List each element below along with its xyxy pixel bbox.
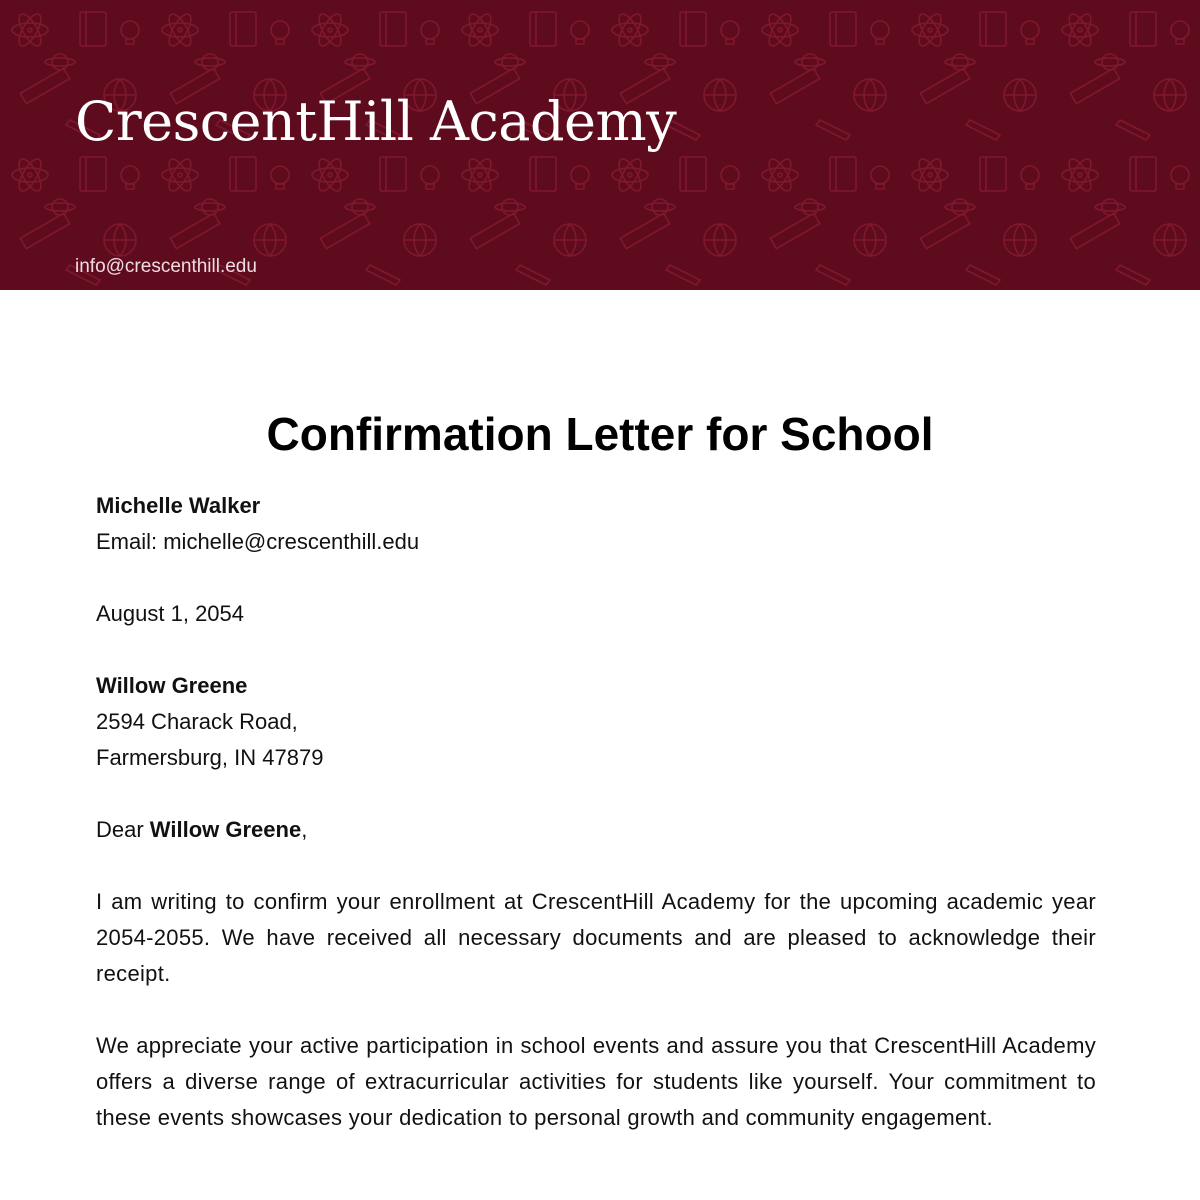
salutation-prefix: Dear bbox=[96, 817, 150, 842]
body-paragraph: We appreciate your active participation in school events and assure you that CrescentHill Academy offers a diverse range of extracurricular activities for students like yourself. Your commitment to these events showcases your dedication to personal growth and community engagement. bbox=[96, 1033, 1096, 1130]
body-paragraph: I am writing to confirm your enrollment at CrescentHill Academy for the upcoming academic year 2054-2055. We have received all necessary documents and are pleased to acknowledge their receipt. bbox=[96, 889, 1096, 986]
salutation-suffix: , bbox=[301, 817, 308, 842]
salutation bbox=[96, 812, 1096, 848]
recipient-address-line2: Farmersburg, IN 47879 bbox=[96, 745, 324, 770]
letter-date: August 1, 2054 bbox=[96, 601, 245, 626]
letter-title: Confirmation Letter for School bbox=[266, 408, 934, 460]
recipient-address-line1: 2594 Charack Road, bbox=[96, 709, 298, 734]
sender-block bbox=[96, 488, 1096, 560]
letter-body bbox=[96, 488, 1096, 1172]
school-name: CrescentHill Academy bbox=[75, 90, 677, 153]
recipient-block bbox=[96, 668, 1096, 776]
school-email[interactable]: info@crescenthill.edu bbox=[75, 256, 257, 277]
sender-name: Michelle Walker bbox=[96, 493, 261, 518]
salutation-name: Willow Greene bbox=[149, 817, 302, 842]
sender-email: Email: michelle@crescenthill.edu bbox=[96, 529, 420, 554]
letterhead-banner bbox=[0, 0, 1200, 290]
recipient-name: Willow Greene bbox=[96, 673, 248, 698]
